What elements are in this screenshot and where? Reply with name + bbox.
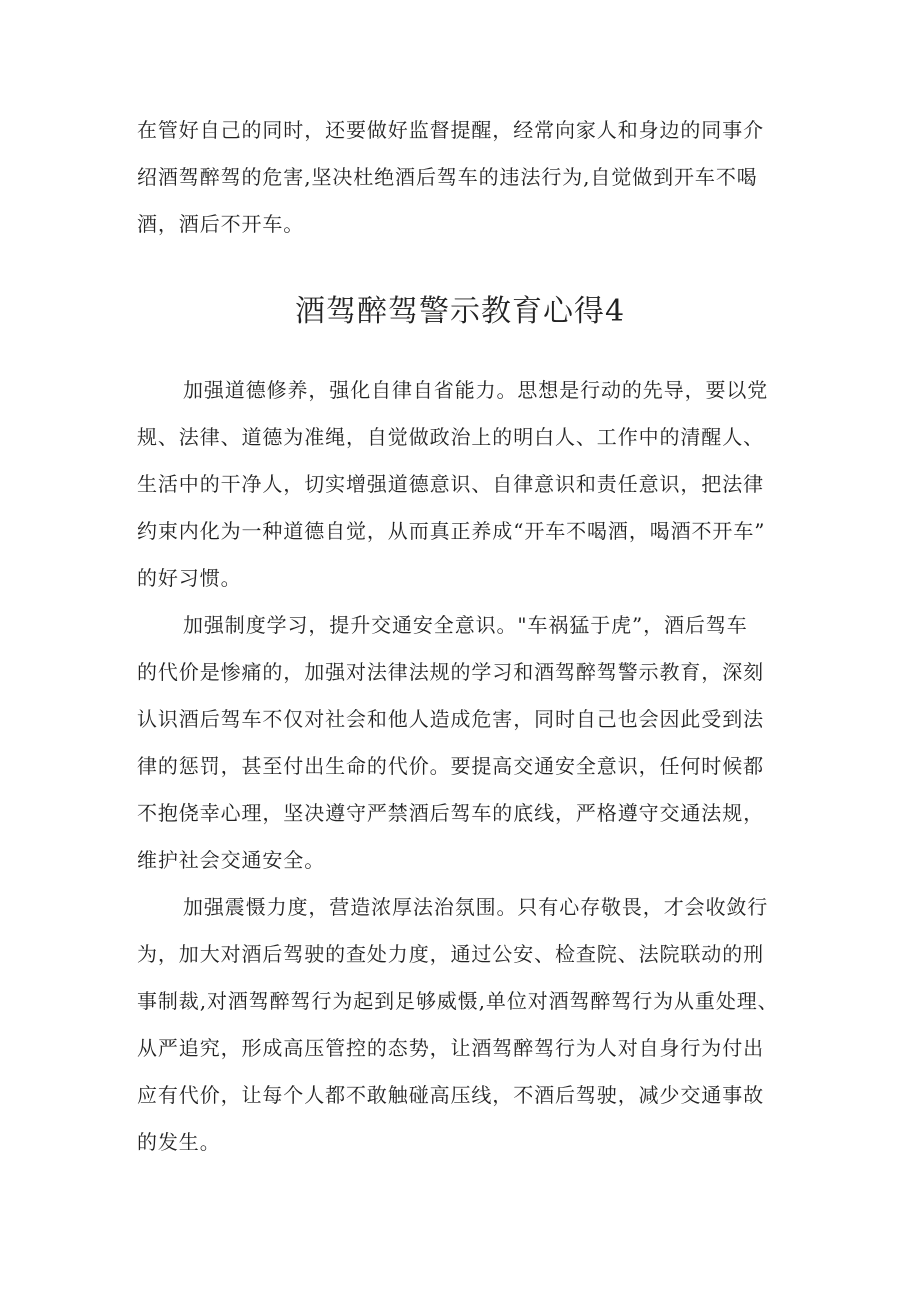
paragraph-1-line-4: 约束内化为一种道德自觉，从而真正养成“开车不喝酒，喝酒不开车”	[137, 519, 766, 543]
paragraph-2-line-3: 认识酒后驾车不仅对社会和他人造成危害，同时自己也会因此受到法	[137, 707, 764, 731]
paragraph-3-line-6: 的发生。	[137, 1130, 221, 1154]
paragraph-3-line-4: 从严追究，形成高压管控的态势，让酒驾醉驾行为人对自身行为付出	[137, 1036, 764, 1060]
paragraph-1-line-3: 生活中的干净人，切实增强道德意识、自律意识和责任意识，把法律	[137, 472, 764, 496]
paragraph-1-line-2: 规、法律、道德为准绳，自觉做政治上的明白人、工作中的清醒人、	[137, 425, 764, 449]
paragraph-2-line-4: 律的惩罚，甚至付出生命的代价。要提高交通安全意识，任何时候都	[137, 754, 764, 778]
paragraph-3-line-1: 加强震慑力度，营造浓厚法治氛围。只有心存敬畏，才会收敛行	[183, 895, 769, 919]
paragraph-1-line-1: 加强道德修养，强化自律自省能力。思想是行动的先导，要以党	[183, 378, 769, 402]
paragraph-3-line-3: 事制裁,对酒驾醉驾行为起到足够威慑,单位对酒驾醉驾行为从重处理、	[137, 989, 779, 1013]
paragraph-3-line-5: 应有代价，让每个人都不敢触碰高压线，不酒后驾驶，减少交通事故	[137, 1083, 764, 1107]
paragraph-2-line-5: 不抱侥幸心理，坚决遵守严禁酒后驾车的底线，严格遵守交通法规，	[137, 801, 764, 825]
paragraph-2-line-6: 维护社会交通安全。	[137, 848, 326, 872]
intro-line-2: 绍酒驾醉驾的危害,坚决杜绝酒后驾车的违法行为,自觉做到开车不喝	[137, 165, 758, 189]
paragraph-2-line-1: 加强制度学习，提升交通安全意识。"车祸猛于虎”，酒后驾车	[183, 613, 748, 637]
paragraph-2-line-2: 的代价是惨痛的，加强对法律法规的学习和酒驾醉驾警示教育，深刻	[137, 660, 764, 684]
intro-line-1: 在管好自己的同时，还要做好监督提醒，经常向家人和身边的同事介	[137, 118, 764, 142]
section-title: 酒驾醉驾警示教育心得4	[294, 294, 626, 329]
paragraph-1-line-5: 的好习惯。	[137, 566, 242, 590]
paragraph-3-line-2: 为，加大对酒后驾驶的查处力度，通过公安、检查院、法院联动的刑	[137, 942, 764, 966]
intro-line-3: 酒，酒后不开车。	[137, 212, 305, 236]
